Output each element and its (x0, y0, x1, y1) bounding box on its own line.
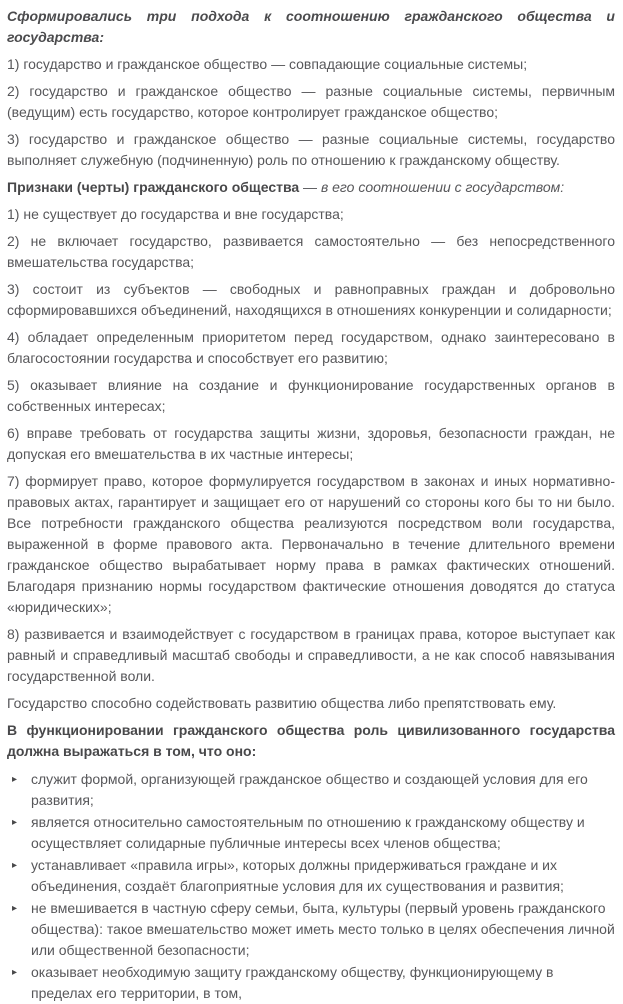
role-bullet-item-5 (7, 962, 615, 1004)
feature-item-3: 3) состоит из субъектов — свободных и равноправных граждан и добровольно сформировавшихся объединений, находящихся в отношениях конкуренции и солидарности; (7, 281, 615, 318)
role-bullet-text: устанавливает «правила игры», которых должны придерживаться граждане и их объединения, создаёт благоприятные условия для их существования и развития; (31, 857, 564, 894)
bullet-triangle-icon: ▸ (12, 774, 18, 785)
role-bullet-item-2 (7, 812, 615, 854)
features-heading (7, 177, 615, 198)
note-paragraph: Государство способно содействовать развитию общества либо препятствовать ему. (7, 695, 557, 711)
features-heading-separator: — (299, 179, 321, 195)
approach-item-2: 2) государство и гражданское общество — разные социальные системы, первичным (ведущим) есть государство, которое контролирует гражданское общество; (7, 83, 615, 120)
role-heading-text: В функционировании гражданского общества роль цивилизованного государства должна выражаться в том, что оно: (7, 722, 615, 759)
features-heading-bold: Признаки (черты) гражданского общества (7, 179, 300, 195)
feature-item-4: 4) обладает определенным приоритетом перед государством, однако заинтересовано в благосостоянии государства и способствует его развитию; (7, 329, 615, 366)
bullet-triangle-icon: ▸ (12, 817, 18, 828)
role-bullet-list (7, 769, 615, 1004)
feature-item-8: 8) развивается и взаимодействует с государством в границах права, которое выступает как равный и справедливый масштаб свободы и справедливости, а не как способ навязывания государственной воли. (7, 626, 615, 684)
feature-item-6: 6) вправе требовать от государства защиты жизни, здоровья, безопасности граждан, не допуская его вмешательства в их частные интересы; (7, 425, 615, 462)
role-bullet-text: не вмешивается в частную сферу семьи, быта, культуры (первый уровень гражданского общества): такое вмешательство может иметь место только в целях обеспечения личной или общественной безопасности; (31, 900, 615, 958)
bullet-triangle-icon: ▸ (12, 967, 18, 978)
role-bullet-text: служит формой, организующей гражданское общество и создающей условия для его развития; (31, 771, 588, 808)
bullet-triangle-icon: ▸ (12, 860, 18, 871)
role-bullet-item-3 (7, 855, 615, 897)
feature-item-1: 1) не существует до государства и вне государства; (7, 206, 344, 222)
approach-item-1: 1) государство и гражданское общество — совпадающие социальные системы; (7, 56, 528, 72)
features-heading-italic: в его соотношении с государством: (320, 179, 565, 195)
bullet-triangle-icon: ▸ (12, 903, 18, 914)
role-bullet-item-1 (7, 769, 615, 811)
feature-item-7: 7) формирует право, которое формулируется государством в законах и иных нормативно-правовых актах, гарантирует и защищает его от нарушений со стороны кого бы то ни было. Все потребности гражданского общества реализуются посредством воли государства, выраженной в форме правового акта. Первоначально в течение длительного времени гражданское общество вырабатывает норму права в рамках фактических отношений. Благодаря признанию нормы государством фактические отношения доводятся до статуса «юридических»; (7, 473, 615, 615)
role-bullet-text: оказывает необходимую защиту гражданскому обществу, функционирующему в пределах его территории, в том, (31, 964, 554, 1001)
feature-item-2: 2) не включает государство, развивается самостоятельно — без непосредственного вмешательства государства; (7, 233, 615, 270)
role-heading (7, 720, 615, 762)
approach-item-3: 3) государство и гражданское общество — разные социальные системы, государство выполняет служебную (подчиненную) роль по отношению к гражданскому обществу. (7, 131, 615, 168)
role-bullet-item-4 (7, 898, 615, 961)
role-bullet-text: является относительно самостоятельным по отношению к гражданскому обществу и осуществляет солидарные публичные интересы всех членов общества; (31, 814, 585, 851)
lead-paragraph: Сформировались три подхода к соотношению гражданского общества и государства: (7, 8, 615, 45)
feature-item-5: 5) оказывает влияние на создание и функционирование государственных органов в собственных интересах; (7, 377, 615, 414)
